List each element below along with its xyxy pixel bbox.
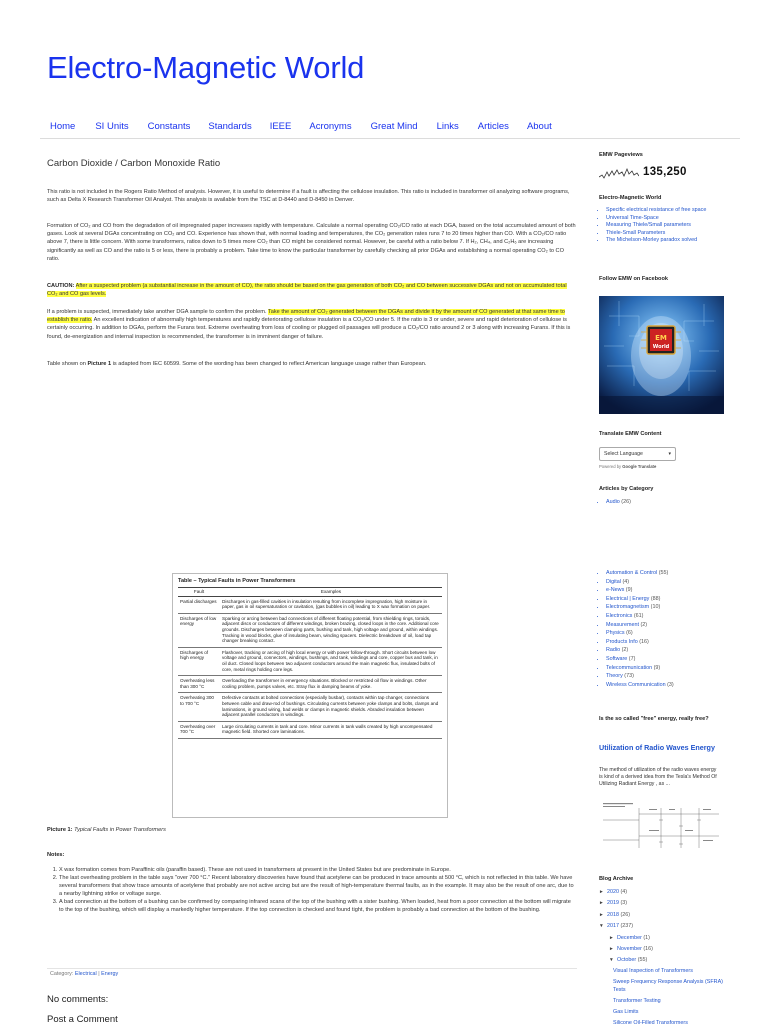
blog-archive-list (599, 887, 739, 1030)
examples-cell: Sparking or arcing between bad connections of different floating potential, from shielding rings, toroids, adjacent discs or conductors of different windings, broken brazing, closed loops in the core. Additional core grounds. Discharges between clamping parts, bushing and tank, high voltage and ground, within windings. Tracking in wood blocks, glue of insulating beam, winding spacers. Dielectric breakdown of oil, load tap changer breaking contact. (220, 613, 442, 647)
caution-paragraph (47, 282, 577, 298)
list-item[interactable]: • Electromagnetism (10) (606, 603, 729, 612)
table-header-fault: Fault (178, 588, 220, 597)
emw-links-list (599, 207, 729, 245)
archive-item-2018[interactable]: ► 2018 (26) (599, 910, 739, 921)
nav-ieee[interactable]: IEEE (269, 120, 292, 132)
category-link-electrical[interactable]: Electrical (74, 971, 97, 977)
list-item[interactable]: • Universal Time-Space (606, 215, 729, 223)
free-energy-snippet: The method of utilization of the radio waves energy is kind of a derived idea from the Tesla's Method Of Utilizing Radiant Energy , as ... (599, 767, 717, 788)
translate-widget-title: Translate EMW Content (599, 431, 662, 437)
archive-item-2020[interactable]: ► 2020 (4) (599, 887, 739, 898)
archive-item-december[interactable]: ► December (1) (599, 933, 739, 944)
articles-category-title: Articles by Category (599, 486, 654, 492)
notes-title: Notes: (47, 852, 65, 858)
pageviews-sparkline (599, 166, 639, 180)
archive-item-2017[interactable]: ▼ 2017 (237) (599, 921, 739, 932)
fb-badge-bottom: World (652, 344, 670, 350)
blog-archive-title: Blog Archive (599, 876, 634, 882)
category-link-energy[interactable]: Energy (101, 971, 119, 977)
list-item[interactable]: • Measurement (2) (606, 621, 729, 630)
facebook-widget-title: Follow EMW on Facebook (599, 276, 668, 282)
nav-home[interactable]: Home (50, 120, 76, 132)
nav-constants[interactable]: Constants (147, 120, 191, 132)
examples-cell: Flashover, tracking or arcing of high local energy or with power follow-through. Short circuits between low voltage and ground, connectors, windings, bushings, and tank, windings and core, copper bus and tank, in oil duct. Closed loops between two adjacent conductors around the main magnetic flux, insulated bolts of core, metal rings holding core legs. (220, 647, 442, 675)
list-item[interactable]: • Wireless Communication (3) (606, 681, 729, 690)
archive-post-link[interactable]: Transformer Testing (613, 997, 661, 1004)
post-paragraph-2: Formation of CO₂ and CO from the degradation of oil impregnated paper increases rapidly with temperature. Calculate a normal operating CO₂/CO ratio at each DGA, based on the total accumulated amount of both gases. Look at several DGAs concentrating on CO₂ and CO. Experience has shown that, with normal loading and temperatures, the CO₂ generation rates runs 7 to 20 times higher than CO. With a CO₂/CO ratio above 7, there is little concern. With some transformers, ratios down to 5 times more CO₂ than CO might be considered normal. However, be careful with a ratio below 7. If H₂, CH₄, and C₂H₆ are increasing significantly as well as CO and the ratio is 5 or less, there is probably a problem. Take time to know the particular transformer by carefully checking all prior DGAs and establishing a normal operating CO₂ to CO ratio. (47, 223, 576, 262)
nav-great-mind[interactable]: Great Mind (370, 120, 418, 132)
main-nav (40, 119, 740, 133)
nav-acronyms[interactable]: Acronyms (309, 120, 352, 132)
category-list-top (599, 499, 729, 507)
free-energy-title: Is the so called "free" energy, really free? (599, 716, 709, 722)
table-row (178, 613, 442, 647)
fault-cell: Overheating less than 300 °C (178, 676, 220, 693)
circuit-head-image (599, 296, 724, 414)
category-list (599, 569, 729, 689)
language-select[interactable] (599, 447, 676, 461)
fault-cell: Overheating over 700 °C (178, 721, 220, 738)
fault-cell: Discharges of high energy (178, 647, 220, 675)
post-paragraph-1: This ratio is not included in the Rogers Ratio Method of analysis. However, it is useful to determine if a fault is affecting the cellulose insulation. This ratio is included in transformer oil analyzing software programs, such as Delta X Research Transformer Oil Analyst. This analysis is available from the TSC at D-8440 and D-8450 in Denver. (47, 189, 570, 204)
examples-cell: Large circulating currents in tank and core. Minor currents in tank walls created by high uncompensated magnetic field. Shorted core laminations. (220, 721, 442, 738)
caution-label: CAUTION: (47, 283, 75, 289)
nav-divider (40, 138, 740, 139)
list-item[interactable]: • The Michelson-Morley paradox solved (606, 237, 729, 245)
list-item[interactable]: • Products Info (16) (606, 638, 729, 647)
pageviews-count: 135,250 (643, 166, 687, 178)
list-item[interactable]: • Electrical | Energy (88) (606, 595, 729, 604)
archive-item-november[interactable]: ► November (16) (599, 944, 739, 955)
archive-post-link[interactable]: Silicone Oil-Filled Transformers (613, 1019, 688, 1026)
notes-list (47, 866, 577, 914)
post-comment-heading: Post a Comment (47, 1014, 118, 1025)
pageviews-title: EMW Pageviews (599, 152, 643, 158)
nav-articles[interactable]: Articles (477, 120, 509, 132)
expand-arrow-icon[interactable]: ► (599, 912, 604, 918)
fault-cell: Partial discharges (178, 596, 220, 613)
post-category: Category: Electrical | Energy (50, 971, 119, 977)
nav-about[interactable]: About (526, 120, 552, 132)
october-posts (599, 967, 725, 1027)
faults-table (178, 587, 442, 739)
collapse-arrow-icon[interactable]: ▼ (599, 924, 604, 930)
table-row (178, 647, 442, 675)
list-item: 1. X wax formation comes from Paraffinic oils (paraffin based). These are not used in transformers at present in the United States but are predominate in Europe. (59, 866, 577, 874)
post-title: Carbon Dioxide / Carbon Monoxide Ratio (47, 158, 221, 169)
list-item[interactable]: • Electronics (61) (606, 612, 729, 621)
language-select-value: Select Language (604, 451, 643, 457)
list-item[interactable]: • Thiele-Small Parameters (606, 230, 729, 238)
post-paragraph-5: Table shown on Picture 1 is adapted from IEC 60599. Some of the wording has been changed to reflect American language usage rather than European. (47, 361, 427, 367)
faults-table-image[interactable] (172, 573, 448, 818)
collapse-arrow-icon[interactable]: ▼ (609, 958, 614, 964)
list-item[interactable]: • Radio (2) (606, 646, 729, 655)
facebook-image[interactable] (599, 296, 724, 414)
archive-item-october[interactable]: ▼ October (55) (599, 955, 739, 966)
emw-widget-title: Electro-Magnetic World (599, 195, 662, 201)
list-item[interactable]: • Theory (73) (606, 672, 729, 681)
list-item[interactable]: • e-News (9) (606, 586, 729, 595)
list-item[interactable]: • Measuring Thiele/Small parameters (606, 222, 729, 230)
archive-post-link[interactable]: Sweep Frequency Response Analysis (SFRA) Tests (613, 978, 723, 993)
examples-cell: Discharges in gas-filled cavities in insulation resulting from incomplete impregnation, high moisture in paper, gas in oil supersaturation or cavitation, (gas bubbles in oil) leading to X wax formation on paper. (220, 596, 442, 613)
table-row (178, 693, 442, 721)
table-row (178, 721, 442, 738)
nav-links[interactable]: Links (436, 120, 459, 132)
list-item[interactable]: • Audio (26) (606, 499, 729, 507)
expand-arrow-icon[interactable]: ► (599, 901, 604, 907)
fault-cell: Overheating 300 to 700 °C (178, 693, 220, 721)
list-item[interactable]: • Digital (4) (606, 578, 729, 587)
picture-caption: Picture 1: Typical Faults in Power Transformers (47, 827, 166, 833)
fb-badge-top: EM (655, 334, 667, 342)
comments-heading: No comments: (47, 994, 109, 1005)
free-energy-post-link[interactable]: Utilization of Radio Waves Energy (599, 743, 715, 752)
table-row (178, 676, 442, 693)
ratio-highlight: Take the amount of CO₂ generated between the DGAs and divide it by the amount of CO generated at that same time to establish the ratio. (47, 309, 565, 324)
post-footer-divider (47, 968, 577, 969)
nav-standards[interactable]: Standards (208, 120, 252, 132)
examples-cell: Defective contacts at bolted connections (especially busbar), contacts within tap changer, connections between cable and draw-rod of bushings. Circulating currents between yoke clamps and bolts, clamps and laminations, in ground wiring, bad welds or clamps in magnetic shields. Abraded insulation between adjacent parallel conductors in windings. (220, 693, 442, 721)
table-header-examples: Examples (220, 588, 442, 597)
list-item[interactable]: • Software (7) (606, 655, 729, 664)
list-item[interactable]: • Specific electrical resistance of free space (606, 207, 729, 215)
blog-title[interactable]: Electro-Magnetic World (47, 50, 365, 85)
examples-cell: Overloading the transformer in emergency situations. Blocked or restricted oil flow in windings. Other cooling problem, pumps valves, etc. Stray flux in damping beams of yoke. (220, 676, 442, 693)
list-item[interactable]: • Automation & Control (55) (606, 569, 729, 578)
archive-post-link[interactable]: Visual Inspection of Transformers (613, 967, 693, 974)
archive-item-2019[interactable]: ► 2019 (3) (599, 898, 739, 909)
expand-arrow-icon[interactable]: ► (609, 935, 614, 941)
post-paragraph-4: If a problem is suspected, immediately take another DGA sample to confirm the problem. Take the amount of CO₂ generated between the DGAs and divide it by the amount of CO generated at that same time to establish the ratio. An excellent indication of abnormally high temperatures and rapidly deteriorating cellulose insulation is a CO₂/CO under 5. If the ratio is 3 or under, severe and rapid deterioration of cellulose is certainly occurring. In addition to DGAs, perform the Furans test. Extreme overheating from loss of cooling or plugged oil passages will produce a CO₂/CO ratio around 2 or 3 along with increasing Furans. If this is found, de-energization and internal inspection is recommended, the transformer is in imminent danger of failure. (47, 309, 571, 340)
table-row (178, 596, 442, 613)
expand-arrow-icon[interactable]: ► (599, 890, 604, 895)
expand-arrow-icon[interactable]: ► (609, 947, 614, 953)
chevron-down-icon: ▾ (668, 451, 671, 457)
list-item[interactable]: • Telecommunication (9) (606, 664, 729, 673)
archive-post-link[interactable]: Gas Limits (613, 1008, 639, 1015)
nav-si-units[interactable]: SI Units (95, 120, 129, 132)
powered-by-google[interactable]: Powered by Google Translate (599, 464, 657, 469)
list-item: 2. The last overheating problem in the table says "over 700 °C." Recent laboratory discoveries have found that acetylene can be produced in trace amounts at 500 °C, which is not reflected in this table. We have several transformers that show trace amounts of acetylene that probably are not active arcing but are the result of high-temperature thermal faults, as in the example. It may also be the result of one arc, due to a nearby lightning strike or voltage surge. (59, 874, 577, 898)
list-item: 3. A bad connection at the bottom of a bushing can be confirmed by comparing infrared scans of the top of the bushing with a sister bushing. When loaded, heat from a poor connection at the bottom will migrate to the top of the bushing, which will display a markedly higher temperature. If the top connection is checked and found tight, the problem is probably a bad connection at the bottom of the bushing. (59, 898, 577, 914)
fault-cell: Discharges of low energy (178, 613, 220, 647)
list-item[interactable]: • Physics (6) (606, 629, 729, 638)
table-caption: Table – Typical Faults in Power Transformers (178, 578, 296, 584)
caution-highlight: After a suspected problem (a substantial increase in the amount of CO), the ratio should be based on the gas generation of both CO₂ and CO between successive DGAs and not on accumulated total CO₂ and CO gas levels. (47, 283, 567, 298)
radio-waves-circuit-thumbnail[interactable] (599, 800, 724, 852)
